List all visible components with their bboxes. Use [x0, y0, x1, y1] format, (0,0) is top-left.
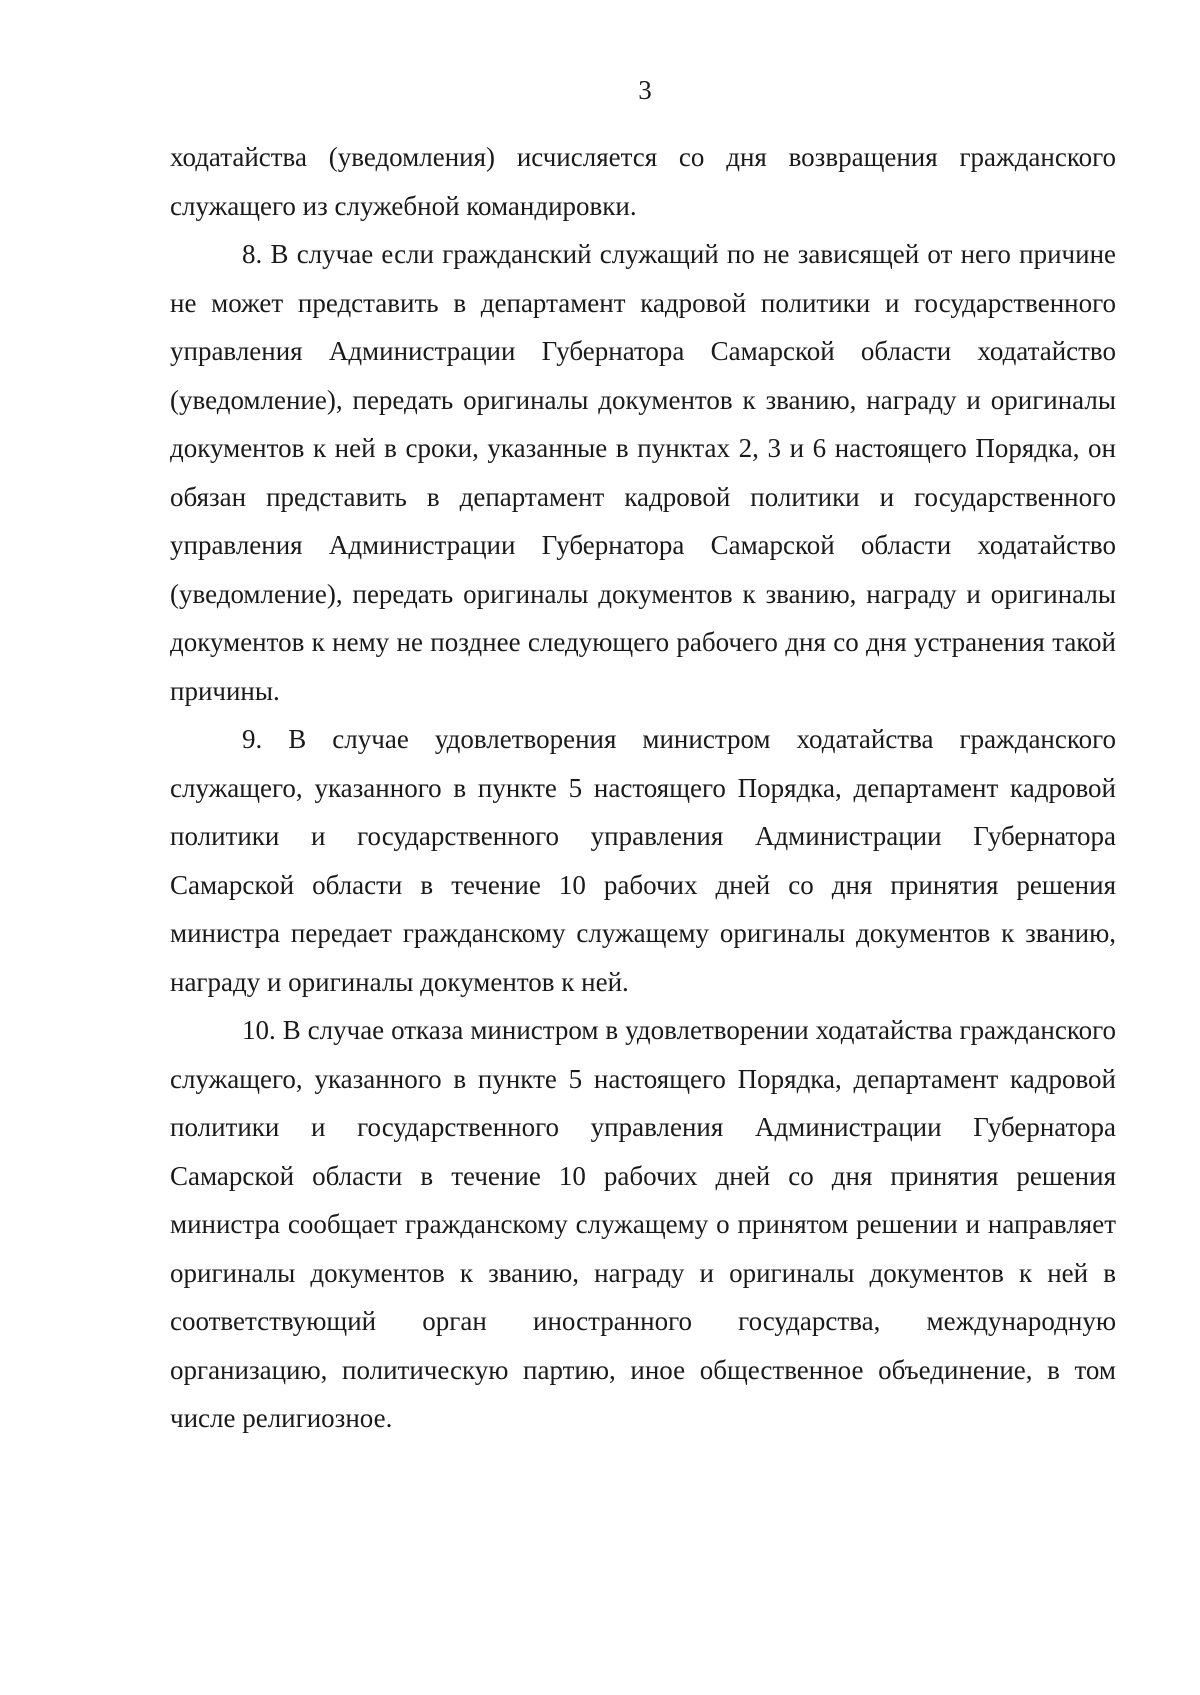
paragraph-8 — [170, 230, 1116, 715]
paragraph-9 — [170, 715, 1116, 1006]
paragraph-number: 10. — [242, 1015, 276, 1045]
paragraph-number: 9. — [242, 724, 263, 754]
document-body — [170, 133, 1116, 1443]
paragraph-text: В случае отказа министром в удовлетворении ходатайства гражданского служащего, указанного в пункте 5 настоящего Порядка, департамент кадровой политики и государственного управления Администрации Губернатора Самарской области в течение 10 рабочих дней со дня принятия решения министра сообщает гражданскому служащему о принятом решении и направляет оригиналы документов к званию, награду и оригиналы документов к ней в соответствующий орган иностранного государства, международную организацию, политическую партию, иное общественное объединение, в том числе религиозное. — [170, 1015, 1117, 1433]
paragraph-text: В случае удовлетворения министром ходатайства гражданского служащего, указанного в пункте 5 настоящего Порядка, департамент кадровой политики и государственного управления Администрации Губернатора Самарской области в течение 10 рабочих дней со дня принятия решения министра передает гражданскому служащему оригиналы документов к званию, награду и оригиналы документов к ней. — [170, 724, 1117, 997]
paragraph-continuation — [170, 133, 1116, 230]
paragraph-10 — [170, 1006, 1116, 1443]
paragraph-number: 8. — [242, 239, 263, 269]
paragraph-text: В случае если гражданский служащий по не зависящей от него причине не может представить в департамент кадровой политики и государственного управления Администрации Губернатора Самарской области ходатайство (уведомление), передать оригиналы документов к званию, награду и оригиналы документов к ней в сроки, указанные в пунктах 2, 3 и 6 настоящего Порядка, он обязан представить в департамент кадровой политики и государственного управления Администрации Губернатора Самарской области ходатайство (уведомление), передать оригиналы документов к званию, награду и оригиналы документов к нему не позднее следующего рабочего дня со дня устранения такой причины. — [170, 239, 1116, 706]
paragraph-text: ходатайства (уведомления) исчисляется со дня возвращения гражданского служащего из служебной командировки. — [170, 142, 1116, 221]
page-number: 3 — [638, 75, 652, 105]
